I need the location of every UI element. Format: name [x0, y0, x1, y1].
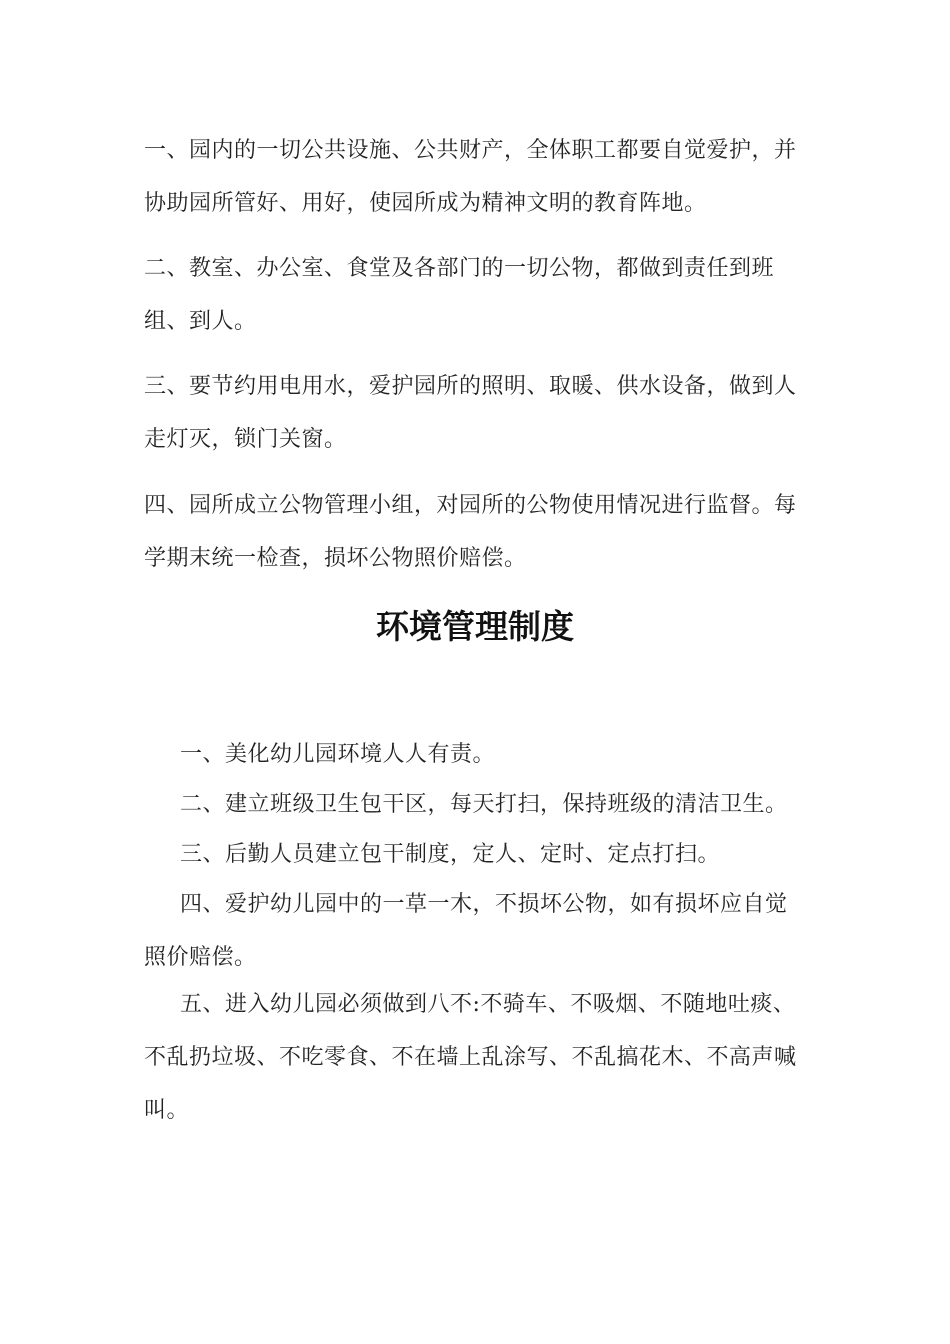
env-rule-paragraph: 二、建立班级卫生包干区，每天打扫，保持班级的清洁卫生。	[180, 792, 788, 817]
rule-paragraph: 二、教室、办公室、食堂及各部门的一切公物，都做到责任到班组、到人。	[144, 256, 775, 334]
rule-paragraph: 一、园内的一切公共设施、公共财产，全体职工都要自觉爱护，并协助园所管好、用好，使园所成为精神文明的教育阵地。	[144, 138, 797, 216]
section-title: 环境管理制度	[376, 607, 574, 646]
env-rule-paragraph: 四、爱护幼儿园中的一草一木，不损坏公物，如有损坏应自觉照价赔偿。	[144, 892, 788, 970]
env-rule-paragraph: 一、美化幼儿园环境人人有责。	[180, 742, 496, 767]
rule-paragraph: 四、园所成立公物管理小组，对园所的公物使用情况进行监督。每学期末统一检查，损坏公物照价赔偿。	[144, 493, 797, 571]
env-rule-paragraph: 三、后勤人员建立包干制度，定人、定时、定点打扫。	[180, 842, 721, 867]
env-rule-paragraph: 五、进入幼儿园必须做到八不:不骑车、不吸烟、不随地吐痰、不乱扔垃圾、不吃零食、不在墙上乱涂写、不乱搞花木、不高声喊叫。	[144, 992, 797, 1123]
rule-paragraph: 三、要节约用电用水，爱护园所的照明、取暖、供水设备，做到人走灯灭，锁门关窗。	[144, 374, 797, 452]
